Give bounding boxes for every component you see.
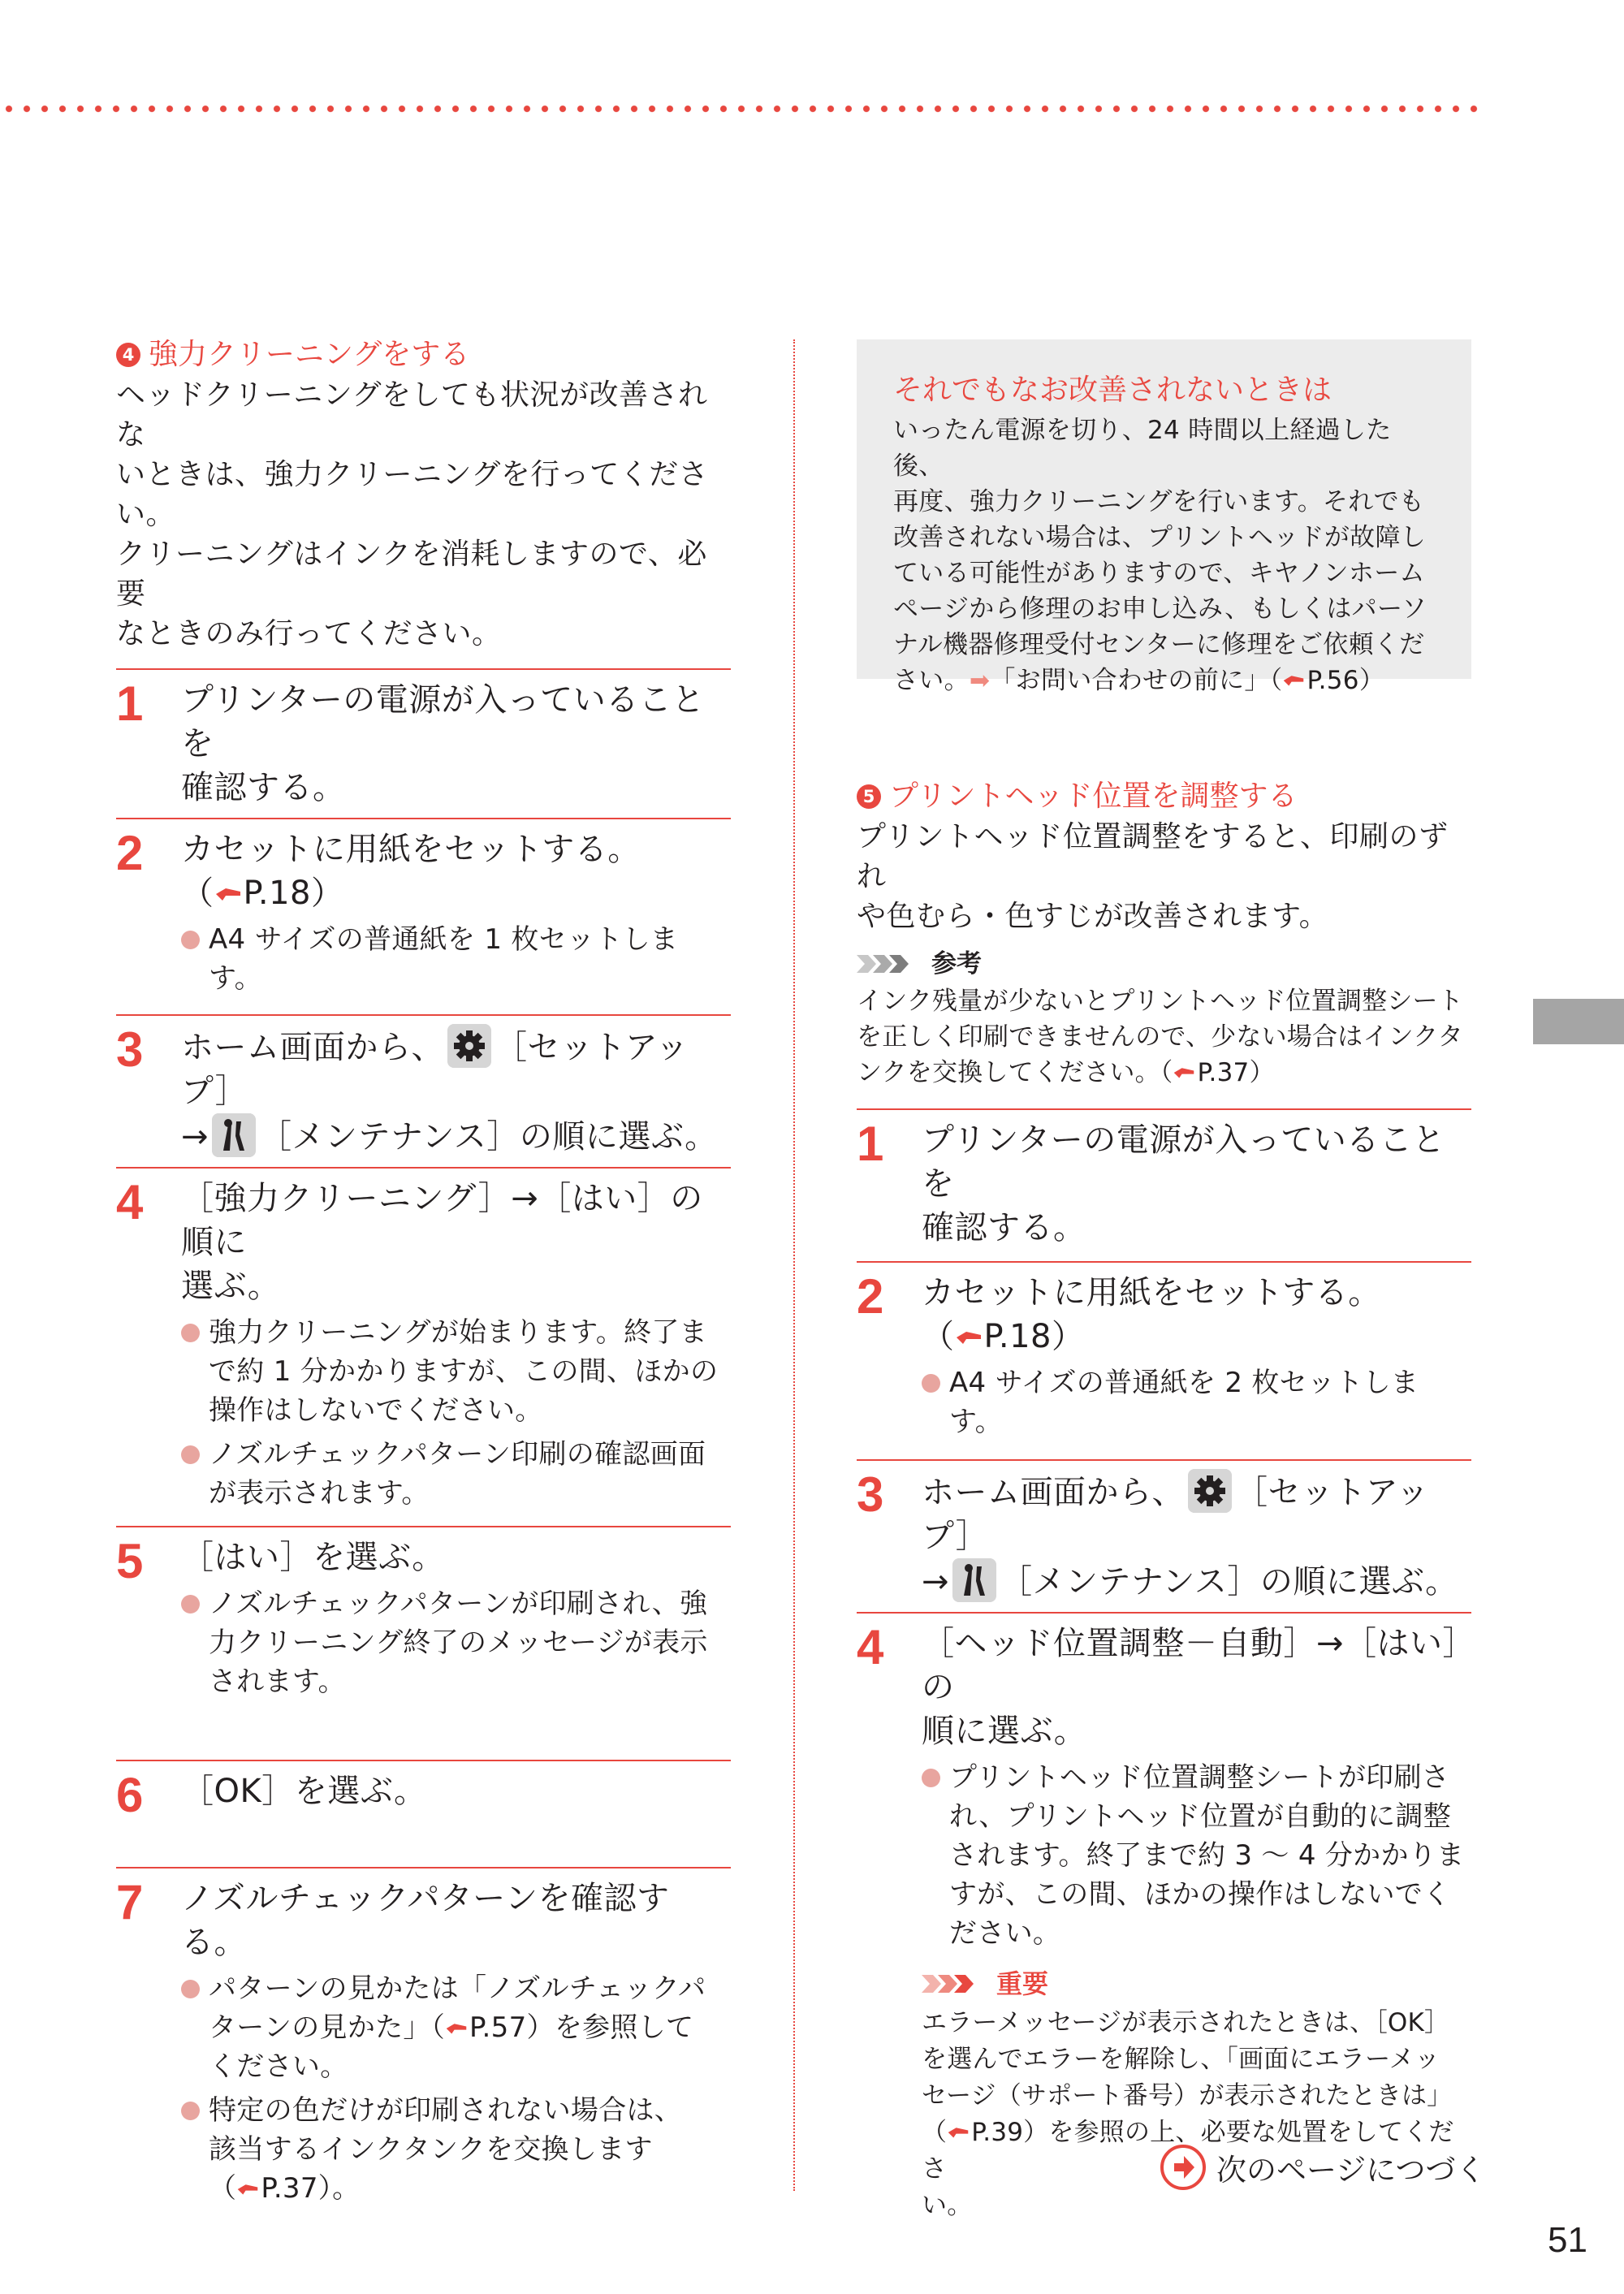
step-number: 1	[116, 676, 144, 731]
page-reference[interactable]: P.57	[469, 2011, 527, 2044]
intro-line: いときは、強力クリーニングを行ってください。	[116, 458, 709, 531]
step-3	[116, 1014, 731, 1167]
page-reference[interactable]: P.56	[1307, 666, 1359, 695]
step-title: カセットに用紙をセットする。 （ P.18）	[181, 831, 641, 912]
step-7	[116, 1867, 731, 2208]
step-title: カセットに用紙をセットする。 （ P.18）	[922, 1274, 1381, 1355]
section-heading-head-alignment	[857, 776, 1471, 817]
step-3	[857, 1459, 1471, 1612]
step-number: 3	[857, 1467, 884, 1522]
section-heading-strong-cleaning	[116, 335, 731, 375]
step-number: 7	[116, 1875, 144, 1929]
pointing-hand-icon	[1282, 673, 1305, 688]
note-box	[857, 339, 1471, 695]
step-title: ［ヘッド位置調整－自動］→［はい］の 順に選ぶ。	[922, 1625, 1460, 1750]
step-title: ホーム画面から、 ［セットアップ］ → ［メンテナンス］の順に選ぶ。	[181, 1024, 731, 1159]
step-bullet: ノズルチェックパターンが印刷され、強 力クリーニング終了のメッセージが表示 されます。	[181, 1584, 731, 1701]
step-title: ホーム画面から、 ［セットアップ］ → ［メンテナンス］の順に選ぶ。	[922, 1469, 1471, 1604]
step-bullet: パターンの見かたは「ノズルチェックパ ターンの見かた」（ P.57）を参照して ください。	[181, 1969, 731, 2086]
step-title: ［OK］を選ぶ。	[181, 1773, 427, 1810]
step-1	[857, 1108, 1471, 1261]
step-5	[116, 1526, 731, 1760]
step-title: プリンターの電源が入っていることを 確認する。	[181, 681, 705, 806]
continue-next-page[interactable]	[1160, 2144, 1486, 2191]
step-title: プリンターの電源が入っていることを 確認する。	[922, 1121, 1445, 1246]
note-text: いったん電源を切り、24 時間以上経過した後、 再度、強力クリーニングを行います。それでも 改善されない場合は、プリントヘッドが故障し ている可能性がありますので、キヤノンホーム ページから修理のお申し込み、もしくはパーソ ナル機器修理受付センターに修理をご依頼くだ さい。➡「お問い合わせの前に」（ P.56）	[893, 416, 1427, 695]
column-divider	[793, 339, 795, 2191]
intro-line: クリーニングはインクを消耗しますので、必要	[116, 538, 707, 611]
section-title: プリントヘッド位置を調整する	[889, 780, 1298, 813]
pointing-hand-icon	[445, 2021, 468, 2036]
reference-text: インク残量が少ないとプリントヘッド位置調整シート を正しく印刷できませんので、少ない場合はインクタ ンクを交換してください。（ P.37）	[857, 987, 1463, 1087]
section-number-badge: 5	[857, 784, 881, 809]
right-column	[857, 339, 1471, 2224]
pointing-hand-icon	[236, 2182, 259, 2197]
step-number: 5	[116, 1534, 144, 1588]
step-1	[116, 668, 731, 818]
arrow-right-icon: ➡	[969, 667, 991, 695]
step-bullet: ノズルチェックパターン印刷の確認画面 が表示されます。	[181, 1435, 731, 1513]
chevrons-icon	[922, 1973, 988, 1994]
step-number: 3	[116, 1022, 144, 1077]
step-bullet: A4 サイズの普通紙を 1 枚セットします。	[181, 920, 731, 998]
note-title: それでもなお改善されないときは	[893, 374, 1332, 407]
gear-icon	[1188, 1469, 1232, 1513]
step-bullet: 特定の色だけが印刷されない場合は、 該当するインクタンクを交換します （ P.37）。	[181, 2091, 731, 2208]
page-reference[interactable]: P.37	[261, 2172, 318, 2205]
step-title: ［強力クリーニング］→［はい］の順に 選ぶ。	[181, 1180, 703, 1305]
chevrons-icon	[857, 953, 923, 974]
step-bullet: A4 サイズの普通紙を 2 枚セットします。	[922, 1363, 1471, 1441]
chapter-tab	[1533, 999, 1624, 1044]
section-title: 強力クリーニングをする	[149, 338, 470, 371]
maintenance-tools-icon	[212, 1113, 256, 1157]
page-reference[interactable]: P.37	[1197, 1058, 1250, 1087]
gear-icon	[447, 1024, 491, 1068]
page-reference[interactable]: P.39	[971, 2118, 1024, 2147]
continue-label: 次のページにつづく	[1216, 2153, 1486, 2188]
section-intro	[116, 375, 731, 654]
step-number: 4	[116, 1175, 144, 1229]
section-number-badge: 4	[116, 343, 140, 367]
step-bullet: プリントヘッド位置調整シートが印刷さ れ、プリントヘッド位置が自動的に調整 されます。終了まで約 3 ～ 4 分かかりま すが、この間、ほかの操作はしないでく ださい。	[922, 1758, 1471, 1953]
step-2	[116, 818, 731, 1014]
left-column	[116, 335, 731, 2208]
important-text: エラーメッセージが表示されたときは、［OK］ を選んでエラーを解除し、「画面にエラーメッ セージ（サポート番号）が表示されたときは」 （ P.39）を参照の上、必要な処置をしてくださ い。	[922, 2008, 1454, 2220]
step-title: ノズルチェックパターンを確認する。	[181, 1880, 670, 1961]
page-number: 51	[1548, 2220, 1587, 2260]
step-number: 4	[857, 1620, 884, 1674]
section-intro: プリントヘッド位置調整をすると、印刷のずれ や色むら・色すじが改善されます。	[857, 820, 1449, 933]
step-2	[857, 1261, 1471, 1459]
step-4	[116, 1167, 731, 1526]
step-6	[116, 1760, 731, 1867]
step-number: 1	[857, 1117, 884, 1171]
intro-line: なときのみ行ってください。	[116, 617, 502, 650]
step-title: ［はい］を選ぶ。	[181, 1539, 445, 1576]
pointing-hand-icon	[1173, 1065, 1195, 1080]
step-bullet: 強力クリーニングが始まります。終了ま で約 1 分かかりますが、この間、ほかの 操作はしないでください。	[181, 1313, 731, 1430]
step-4	[857, 1612, 1471, 2224]
pointing-hand-icon	[955, 1328, 983, 1346]
step-number: 2	[857, 1269, 884, 1324]
top-dotted-rule	[0, 104, 1478, 114]
intro-line: ヘッドクリーニングをしても状況が改善されな	[116, 378, 708, 451]
pointing-hand-icon	[214, 885, 242, 903]
step-number: 6	[116, 1768, 144, 1822]
page-reference[interactable]: P.18	[243, 875, 312, 912]
important-label: 重要	[922, 1968, 1471, 2000]
arrow-circle-right-icon	[1160, 2144, 1207, 2191]
page-reference[interactable]: P.18	[983, 1318, 1052, 1355]
pointing-hand-icon	[947, 2125, 970, 2140]
step-number: 2	[116, 826, 144, 880]
maintenance-tools-icon	[952, 1558, 996, 1602]
reference-label: 参考	[857, 948, 1471, 980]
